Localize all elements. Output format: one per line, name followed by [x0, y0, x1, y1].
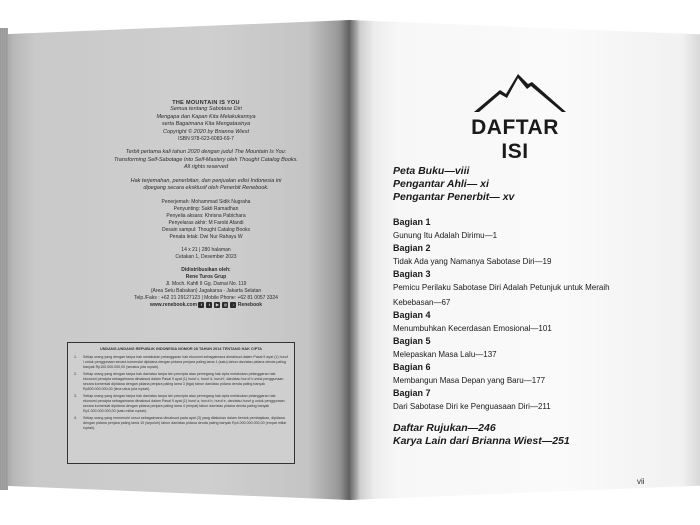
twitter-icon: t: [206, 302, 212, 308]
credit-line: Penyelaras akhir: M Farobi Afandi: [168, 219, 244, 226]
edition: Cetakan 1, Desember 2023: [175, 253, 237, 260]
toc-chapter[interactable]: Dari Sabotase Diri ke Penguasaan Diri—211: [393, 402, 551, 411]
publish-note-line: Transforming Self-Sabotage Into Self-Mastery oleh Thought Catalog Books.: [114, 156, 298, 163]
credit-line: Penerjemah: Mohammad Sidik Nugraha: [161, 198, 251, 205]
subtitle-line: serta Bagaimana Kita Mengatasinya: [161, 121, 251, 127]
toc-part-label: Bagian 1: [393, 217, 431, 227]
rights-line: Hak terjemahan, penerbitan, dan penjualan edisi Indonesia ini: [130, 177, 282, 184]
youtube-icon: ▶: [215, 301, 219, 307]
toc-part-label: Bagian 5: [393, 336, 431, 346]
toc-chapter[interactable]: Menumbuhkan Kecerdasan Emosional—101: [393, 324, 552, 333]
copyright-block: [88, 100, 324, 309]
toc-chapter[interactable]: Tidak Ada yang Namanya Sabotase Diri—19: [393, 257, 552, 266]
toc-back-matter: [393, 422, 570, 448]
distributor-name: Rene Turos Grup: [185, 273, 227, 280]
toc-title: DAFTAR ISI: [471, 116, 559, 163]
left-page-edge: [0, 28, 8, 490]
credit-line: Desain sampul: Thought Catalog Books: [161, 226, 250, 233]
law-item: 1. Setiap orang yang dengan tanpa hak melakukan pelanggaran hak ekonomi sebagaimana dimaksud dalam Pasal 9 ayat (1) huruf i untuk penggunaan secara komersial dipidana dengan pidana penjara paling lama 1 (satu) tahun dan/atau pidana denda paling banyak Rp100.000.000,00 (seratus juta rupiah).: [74, 355, 288, 369]
toc-front-matter: [393, 165, 514, 204]
distributor-label: Didistribusikan oleh:: [181, 266, 231, 273]
toc-chapter[interactable]: Membangun Masa Depan yang Baru—177: [393, 376, 546, 385]
credit-line: Penata letak: Dwi Nur Rahayu W: [169, 233, 243, 240]
tiktok-icon: ♪: [232, 301, 235, 307]
rights-line: dipegang secara eksklusif oleh Penerbit Renebook.: [143, 185, 269, 191]
address-line: (Area Setu Babakan) Jagakarsa - Jakarta Selatan: [150, 287, 262, 294]
toc-entry[interactable]: Pengantar Ahli— xi: [393, 178, 489, 190]
publish-note-line: Terbit pertama kali tahun 2020 dengan judul The Mountain Is You:: [125, 149, 287, 155]
toc-part-label: Bagian 4: [393, 310, 431, 320]
website: www.renebook.com: [150, 301, 198, 308]
publish-note-line: All rights reserved: [183, 164, 229, 170]
page-number: vii: [637, 477, 645, 486]
toc-chapter[interactable]: Melepaskan Masa Lalu—137: [393, 350, 497, 359]
book-gutter: [340, 20, 360, 500]
law-item: 2. Setiap orang yang dengan tanpa hak dan/atau tanpa izin pencipta atau pemegang hak cipta melakukan pelanggaran hak ekonomi pencipta sebagaimana dimaksud dalam Pasal 9 ayat (1) huruf c, huruf d, huruf f, dan/atau huruf h untuk penggunaan secara komersial dipidana dengan pidana penjara paling lama 3 (tiga) tahun dan/atau pidana denda paling banyak Rp500.000.000,00 (lima ratus juta rupiah).: [74, 372, 284, 391]
social-icons: [198, 302, 236, 308]
credit-line: Penyelia aksara: Khrisna Pabichara: [166, 212, 246, 219]
instagram-icon: ◎: [223, 301, 228, 307]
address-line: Telp./Faks : +62 21 29127123 | Mobile Phone: +62 81 0057 3324: [134, 294, 278, 301]
toc-part-label: Bagian 7: [393, 388, 431, 398]
credit-line: Penyunting: Sakti Ramadhan: [173, 205, 239, 212]
copyright-line: Copyright © 2020 by Brianna Wiest: [163, 128, 249, 135]
isbn: ISBN 978-623-6083-69-7: [178, 136, 234, 142]
mountain-icon: [470, 68, 570, 118]
toc-chapter-cont[interactable]: Kebebasan—67: [393, 298, 451, 307]
book-title: THE MOUNTAIN IS YOU: [172, 100, 240, 106]
copyright-law-box: [67, 342, 295, 464]
toc-entry[interactable]: Pengantar Penerbit— xv: [393, 191, 515, 203]
toc-chapter[interactable]: Pemicu Perilaku Sabotase Diri Adalah Petunjuk untuk Meraih: [393, 283, 610, 292]
law-title: UNDANG-UNDANG REPUBLIK INDONESIA NOMOR 28 TAHUN 2014 TENTANG HAK CIPTA: [99, 347, 263, 351]
social-handle: Renebook: [237, 301, 262, 308]
toc-part-label: Bagian 6: [393, 362, 431, 372]
toc-parts: [393, 217, 610, 412]
toc-chapter[interactable]: Gunung Itu Adalah Dirimu—1: [393, 231, 498, 240]
website-line: [88, 302, 324, 309]
facebook-icon: f: [198, 302, 204, 308]
toc-part-label: Bagian 3: [393, 269, 431, 279]
subtitle-line: Semua tentang Sabotase Diri: [170, 106, 242, 112]
toc-entry[interactable]: Karya Lain dari Brianna Wiest—251: [393, 435, 570, 447]
book-size: 14 x 21 | 280 halaman: [181, 246, 231, 253]
law-item: 3. Setiap orang yang dengan tanpa hak dan/atau tanpa izin pencipta atau pemegang hak cipta melakukan pelanggaran hak ekonomi pencipta sebagaimana dimaksud dalam Pasal 9 ayat (1) huruf a, huruf b, huruf e, dan/atau huruf g untuk penggunaan secara komersial dipidana dengan pidana penjara paling lama 4 (empat) tahun dan/atau pidana denda paling banyak Rp1.000.000.000,00 (satu miliar rupiah).: [74, 394, 285, 413]
subtitle-line: Mengapa dan Kapan Kita Melakukannya: [156, 113, 256, 120]
address-line: Jl. Moch. Kahfi II Gg. Damai No. 119: [165, 280, 247, 287]
toc-part-label: Bagian 2: [393, 243, 431, 253]
toc-entry[interactable]: Peta Buku—viii: [393, 165, 470, 177]
toc-entry[interactable]: Daftar Rujukan—246: [393, 422, 496, 434]
law-item: 4. Setiap orang yang memenuhi unsur sebagaimana dimaksud pada ayat (3) yang dilakukan dalam bentuk pembajakan, dipidana dengan pidana penjara paling lama 10 (sepuluh) tahun dan/atau pidana denda paling banyak Rp4.000.000.000,00 (empat miliar rupiah).: [74, 416, 287, 430]
